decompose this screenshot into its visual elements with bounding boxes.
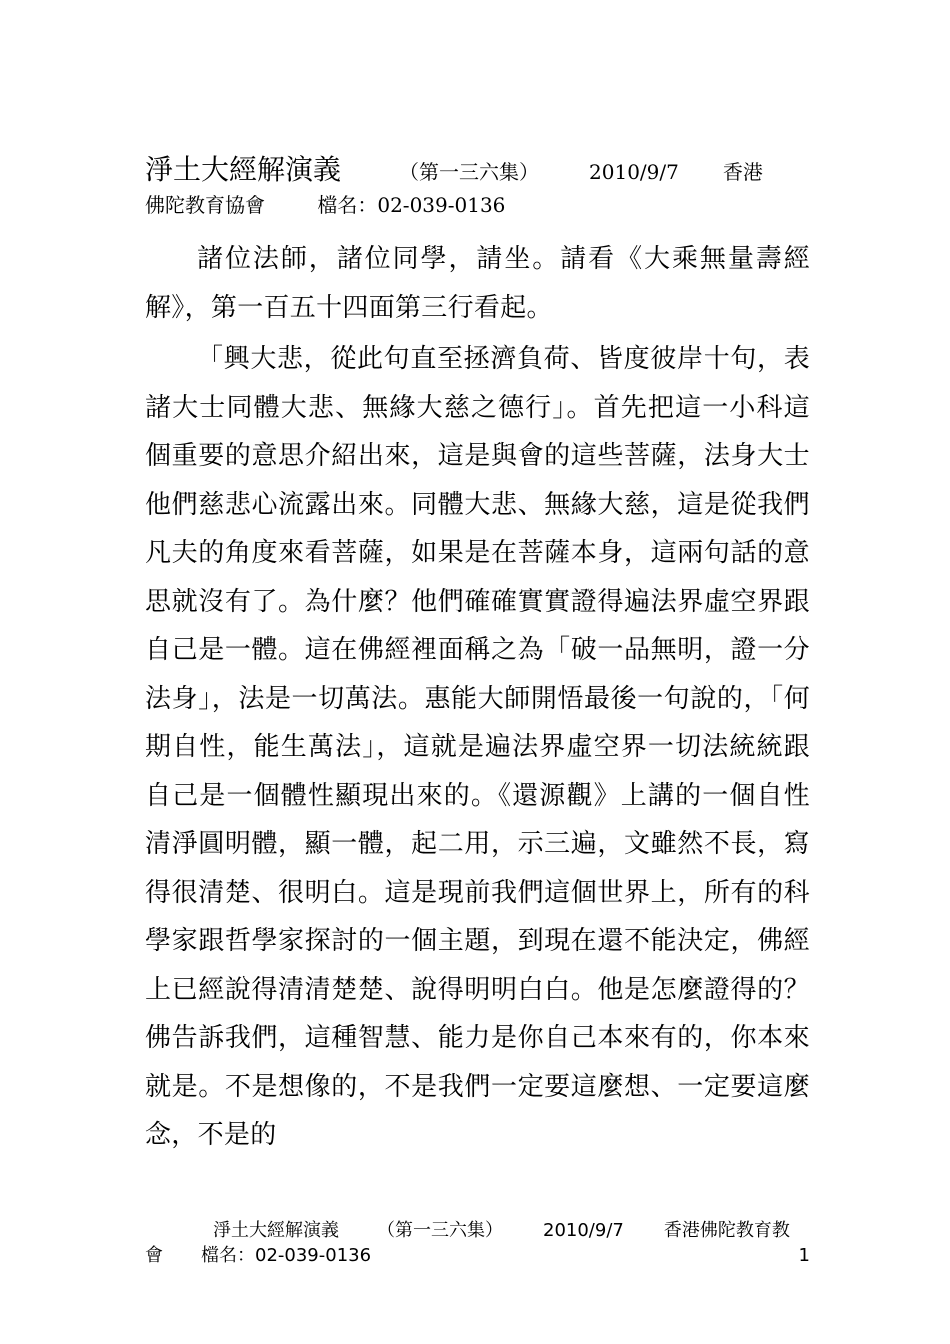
organization-name: 佛陀教育協會 bbox=[145, 193, 265, 217]
footer-organization: 香港佛陀教育教 bbox=[663, 1220, 790, 1241]
lecture-location: 香港 bbox=[722, 160, 763, 184]
transcript-body bbox=[145, 235, 810, 1163]
footer-line-1 bbox=[145, 1218, 810, 1243]
lecture-date: 2010/9/7 bbox=[589, 160, 679, 184]
file-name-label: 檔名：02-039-0136 bbox=[317, 193, 506, 217]
footer-line-2 bbox=[145, 1243, 810, 1268]
footer-file-name: 檔名：02-039-0136 bbox=[201, 1245, 372, 1266]
episode-label: （第一三六集） bbox=[399, 160, 540, 184]
header-line-1 bbox=[145, 148, 810, 188]
page-footer bbox=[145, 1218, 810, 1268]
footer-organization-continued: 會 bbox=[145, 1245, 163, 1266]
paragraph-1: 諸位法師，諸位同學，請坐。請看《大乘無量壽經解》，第一百五十四面第三行看起。 bbox=[145, 244, 810, 323]
document-title: 淨土大經解演義 bbox=[145, 153, 342, 186]
page-header bbox=[145, 148, 810, 218]
footer-date: 2010/9/7 bbox=[543, 1220, 624, 1241]
footer-title: 淨土大經解演義 bbox=[213, 1220, 339, 1241]
header-line-2 bbox=[145, 189, 810, 218]
page-number: 1 bbox=[798, 1245, 810, 1266]
paragraph-2: 「興大悲，從此句直至拯濟負荷、皆度彼岸十句，表諸大士同體大悲、無緣大慈之德行」。首先把這一小科這個重要的意思介紹出來，這是與會的這些菩薩，法身大士他們慈悲心流露出來。同體大悲、無緣大慈，這是從我們凡夫的角度來看菩薩，如果是在菩薩本身，這兩句話的意思就沒有了。為什麼？他們確確實實證得遍法界虛空界跟自己是一體。這在佛經裡面稱之為「破一品無明，證一分法身」，法是一切萬法。惠能大師開悟最後一句說的，「何期自性，能生萬法」，這就是遍法界虛空界一切法統統跟自己是一個體性顯現出來的。《還源觀》上講的一個自性清淨圓明體，顯一體，起二用，示三遍，文雖然不長，寫得很清楚、很明白。這是現前我們這個世界上，所有的科學家跟哲學家探討的一個主題，到現在還不能決定，佛經上已經說得清清楚楚、說得明明白白。他是怎麼證得的？佛告訴我們，這種智慧、能力是你自己本來有的，你本來就是。不是想像的，不是我們一定要這麼想、一定要這麼念，不是的 bbox=[145, 344, 810, 1150]
footer-episode: （第一三六集） bbox=[377, 1220, 503, 1241]
